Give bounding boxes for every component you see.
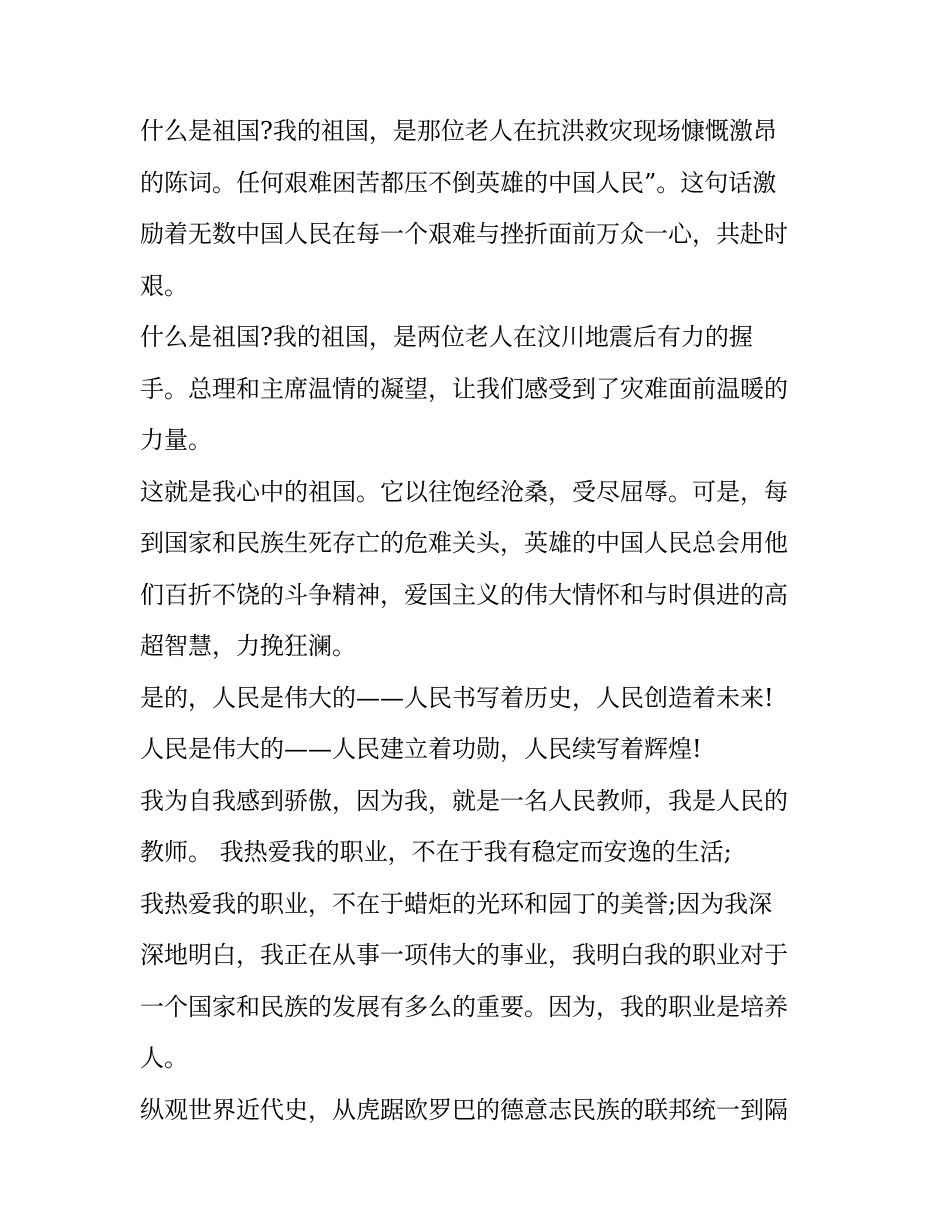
text-line: 纵观世界近代史，从虎踞欧罗巴的德意志民族的联邦统一到隔 <box>140 1095 788 1124</box>
text-line: 人。 <box>140 1044 188 1072</box>
text-line: 艰。 <box>140 271 188 300</box>
text-line: 一个国家和民族的发展有多么的重要。因为，我的职业是培养 <box>140 992 788 1021</box>
text-line: 我为自我感到骄傲，因为我，就是一名人民教师，我是人民的 <box>140 786 788 815</box>
text-line: 励着无数中国人民在每一个艰难与挫折面前万众一心，共赴时 <box>140 220 788 248</box>
text-line: 力量。 <box>140 426 212 454</box>
text-line: 们百折不饶的斗争精神，爱国主义的伟大情怀和与时俱进的高 <box>140 580 788 609</box>
text-line: 什么是祖国?我的祖国，是两位老人在汶川地震后有力的握 <box>140 323 753 351</box>
text-line: 这就是我心中的祖国。它以往饱经沧桑，受尽屈辱。可是，每 <box>140 477 788 506</box>
text-line: 手。总理和主席温情的凝望，让我们感受到了灾难面前温暖的 <box>140 374 788 403</box>
document-page <box>140 106 820 1136</box>
text-line: 的陈词。任何艰难困苦都压不倒英雄的中国人民”。这句话激 <box>140 168 777 197</box>
text-line: 人民是伟大的——人民建立着功勋，人民续写着辉煌! <box>140 735 702 763</box>
text-line: 超智慧，力挽狂澜。 <box>140 632 356 660</box>
text-line: 教师。 我热爱我的职业，不在于我有稳定而安逸的生活; <box>140 838 732 866</box>
text-line: 什么是祖国?我的祖国，是那位老人在抗洪救灾现场慷慨激昂 <box>140 117 777 145</box>
text-line: 是的，人民是伟大的——人民书写着历史，人民创造着未来! <box>140 683 774 712</box>
text-line: 我热爱我的职业，不在于蜡炬的光环和园丁的美誉;因为我深 <box>140 889 773 918</box>
text-line: 深地明白，我正在从事一项伟大的事业，我明白我的职业对于 <box>140 941 788 969</box>
text-line: 到国家和民族生死存亡的危难关头，英雄的中国人民总会用他 <box>140 529 788 557</box>
